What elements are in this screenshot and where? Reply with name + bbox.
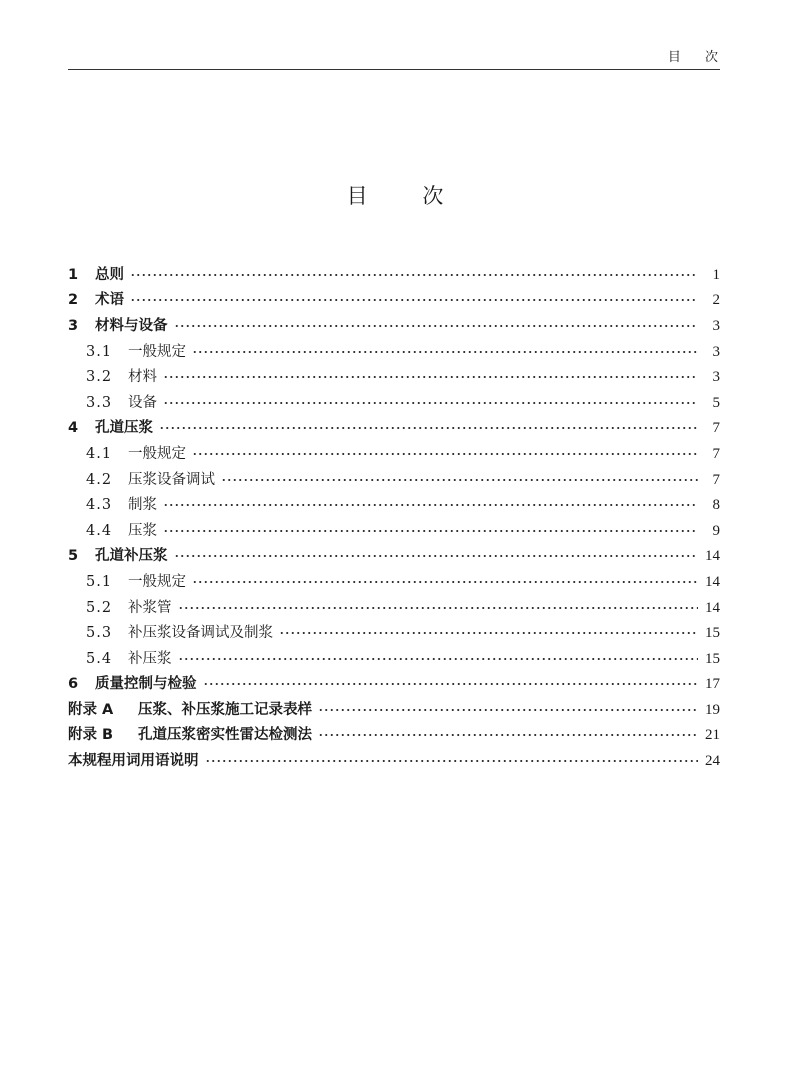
toc-entry[interactable] bbox=[68, 288, 720, 314]
toc-entry[interactable] bbox=[68, 723, 720, 749]
toc-title: 目 次 bbox=[346, 184, 444, 208]
toc-entry[interactable] bbox=[68, 748, 720, 774]
toc-entry-number: 3.1 bbox=[86, 343, 113, 360]
dot-leader bbox=[205, 757, 699, 765]
toc-entry-title: 本规程用词用语说明 bbox=[68, 753, 199, 770]
toc-entry-number: 2 bbox=[68, 292, 79, 309]
toc-entry[interactable] bbox=[68, 364, 720, 390]
toc-entry-page: 19 bbox=[705, 701, 720, 718]
toc-entry-number: 5.4 bbox=[86, 650, 113, 667]
toc-entry[interactable] bbox=[68, 339, 720, 365]
toc-entry-title: 质量控制与检验 bbox=[95, 676, 197, 693]
toc-entry[interactable] bbox=[68, 467, 720, 493]
toc-entry-page: 21 bbox=[705, 727, 720, 744]
toc-entry-page: 14 bbox=[705, 573, 720, 590]
toc-entry-page: 7 bbox=[712, 420, 720, 437]
toc-entry-page: 15 bbox=[705, 650, 720, 667]
toc-entry-page: 1 bbox=[712, 266, 720, 283]
toc-entry-title: 补压浆 bbox=[128, 650, 172, 667]
toc-entry-page: 15 bbox=[705, 625, 720, 642]
toc-entry-title: 补压浆设备调试及制浆 bbox=[128, 625, 273, 642]
dot-leader bbox=[192, 450, 698, 458]
dot-leader bbox=[163, 501, 698, 509]
toc-entry-title: 材料与设备 bbox=[95, 317, 168, 334]
toc-entry-page: 3 bbox=[712, 369, 720, 386]
dot-leader bbox=[221, 476, 698, 484]
toc-entry-page: 14 bbox=[705, 599, 720, 616]
dot-leader bbox=[192, 578, 698, 586]
toc-entry-page: 14 bbox=[705, 548, 720, 565]
toc-entry[interactable] bbox=[68, 441, 720, 467]
toc-entry-title: 孔道压浆 bbox=[95, 420, 153, 437]
dot-leader bbox=[178, 655, 699, 663]
toc-entry-number: 4.3 bbox=[86, 497, 113, 514]
toc-entry-page: 17 bbox=[705, 676, 720, 693]
toc-entry-number: 5.3 bbox=[86, 625, 113, 642]
toc-entry[interactable] bbox=[68, 697, 720, 723]
toc-entry-number: 6 bbox=[68, 676, 79, 693]
toc-entry-page: 24 bbox=[705, 753, 720, 770]
dot-leader bbox=[163, 527, 698, 535]
toc-entry-title: 设备 bbox=[128, 394, 157, 411]
toc-entry-title: 术语 bbox=[95, 292, 124, 309]
toc-entry-title: 孔道补压浆 bbox=[95, 548, 168, 565]
dot-leader bbox=[318, 731, 698, 739]
toc-entry-number: 4.2 bbox=[86, 471, 113, 488]
toc-entry[interactable] bbox=[68, 313, 720, 339]
dot-leader bbox=[130, 271, 698, 279]
toc-entry-title: 材料 bbox=[128, 369, 157, 386]
toc-entry-page: 3 bbox=[712, 317, 720, 334]
toc-entry-number: 3.2 bbox=[86, 369, 113, 386]
toc-entry-page: 9 bbox=[712, 522, 720, 539]
running-header-title: 目 次 bbox=[667, 50, 718, 65]
running-header bbox=[68, 44, 720, 70]
toc-entry[interactable] bbox=[68, 672, 720, 698]
toc-entry-title: 孔道压浆密实性雷达检测法 bbox=[138, 727, 312, 744]
toc-entry-number: 4.4 bbox=[86, 522, 113, 539]
toc-entry[interactable] bbox=[68, 492, 720, 518]
toc-entry-title: 总则 bbox=[95, 266, 124, 283]
toc-entry-number: 附录 A bbox=[68, 701, 114, 718]
dot-leader bbox=[174, 552, 699, 560]
dot-leader bbox=[203, 680, 699, 688]
toc-entry-page: 8 bbox=[712, 497, 720, 514]
toc-entry[interactable] bbox=[68, 262, 720, 288]
toc-entry-title: 压浆设备调试 bbox=[128, 471, 215, 488]
toc-entry-number: 3 bbox=[68, 317, 79, 334]
toc-entry[interactable] bbox=[68, 595, 720, 621]
toc-entry-title: 一般规定 bbox=[128, 343, 186, 360]
toc-entry-number: 5.2 bbox=[86, 599, 113, 616]
toc-entry-page: 7 bbox=[712, 445, 720, 462]
toc-entry-number: 3.3 bbox=[86, 394, 113, 411]
dot-leader bbox=[178, 604, 699, 612]
toc-entry-page: 3 bbox=[712, 343, 720, 360]
toc-entry[interactable] bbox=[68, 646, 720, 672]
table-of-contents bbox=[68, 262, 720, 774]
toc-entry-number: 4 bbox=[68, 420, 79, 437]
dot-leader bbox=[318, 706, 698, 714]
toc-entry-page: 7 bbox=[712, 471, 720, 488]
dot-leader bbox=[279, 629, 698, 637]
toc-entry-number: 1 bbox=[68, 266, 79, 283]
dot-leader bbox=[174, 322, 699, 330]
toc-entry-page: 2 bbox=[712, 292, 720, 309]
toc-entry-title: 一般规定 bbox=[128, 573, 186, 590]
toc-entry[interactable] bbox=[68, 620, 720, 646]
dot-leader bbox=[163, 399, 698, 407]
dot-leader bbox=[192, 348, 698, 356]
toc-entry-title: 压浆 bbox=[128, 522, 157, 539]
toc-entry-page: 5 bbox=[712, 394, 720, 411]
toc-entry-number: 5 bbox=[68, 548, 79, 565]
toc-entry-number: 5.1 bbox=[86, 573, 113, 590]
toc-entry-title: 制浆 bbox=[128, 497, 157, 514]
dot-leader bbox=[163, 373, 698, 381]
toc-entry-number: 4.1 bbox=[86, 445, 113, 462]
toc-entry[interactable] bbox=[68, 518, 720, 544]
toc-entry[interactable] bbox=[68, 390, 720, 416]
dot-leader bbox=[159, 424, 698, 432]
toc-entry[interactable] bbox=[68, 416, 720, 442]
toc-entry[interactable] bbox=[68, 544, 720, 570]
toc-entry-number: 附录 B bbox=[68, 727, 114, 744]
toc-entry[interactable] bbox=[68, 569, 720, 595]
dot-leader bbox=[130, 296, 698, 304]
toc-entry-title: 一般规定 bbox=[128, 445, 186, 462]
toc-entry-title: 压浆、补压浆施工记录表样 bbox=[138, 701, 312, 718]
toc-entry-title: 补浆管 bbox=[128, 599, 172, 616]
